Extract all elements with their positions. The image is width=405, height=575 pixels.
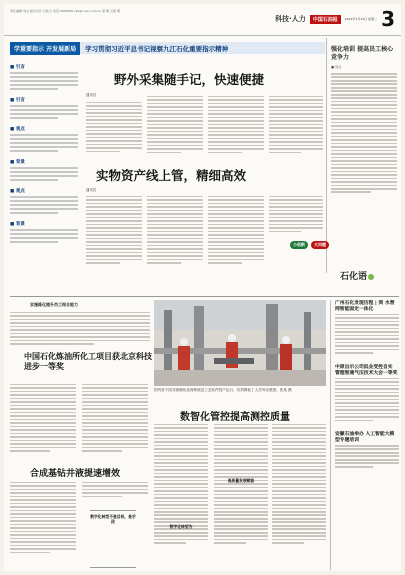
right-sidebar-lower (330, 300, 399, 570)
sidebar-news-item (335, 364, 399, 421)
logo-small-innovation: 小创新 (290, 241, 308, 249)
article-text-column (86, 100, 142, 154)
photo-caption: 国内首个固井面硬化处理系统及工艺软件投产运行，有效降低了人员劳动强度。张某 摄 (154, 388, 292, 392)
left-block (10, 221, 78, 243)
masthead-info: 责任编辑 刘文 版式设计 吕桂云 电话:0000000 zbs@cnpc.com.cn 第 期 总第 期 (10, 9, 120, 13)
section-divider (10, 296, 399, 297)
article-text-column (10, 480, 76, 555)
column-logo-dot-icon (368, 274, 374, 280)
left-block (10, 97, 78, 119)
left-block (10, 64, 78, 90)
topic-banner (10, 42, 325, 54)
byline: 通讯员 (86, 93, 97, 97)
workers-photo-icon (154, 300, 326, 386)
article-text-column (208, 194, 264, 266)
sidebar-text (331, 73, 397, 193)
logo-big-problem: 大问题 (311, 241, 329, 249)
lower-kicker: 实施炼化提升员工综合能力 (30, 302, 78, 307)
column-logo-text: 石化语 (340, 272, 368, 282)
banner-text: 学习贯彻习近平总书记视察九江石化重要指示精神 (80, 42, 325, 54)
article-text-column (82, 382, 148, 454)
left-block (10, 159, 78, 181)
article-text-column (272, 422, 326, 546)
masthead-right (275, 9, 395, 29)
news-photo (154, 300, 326, 386)
article-text-column (82, 480, 148, 499)
right-sidebar (326, 38, 399, 273)
left-block (10, 188, 78, 214)
sidebar-title: 强化培训 提高员工核心竞争力 (331, 46, 394, 61)
banner-tag: 学重要指示 开发展新局 (10, 42, 80, 55)
headline-digital-control: 数智化管控提高测控质量 (180, 412, 290, 423)
masthead (4, 4, 401, 36)
lower-headline-drilling: 合成基钻井液提速增效 (30, 469, 121, 479)
article-text-column (86, 194, 142, 266)
sidebar-news-title: 安徽石油举办 人工智能大模型专题培训 (335, 431, 395, 444)
newspaper-page (4, 4, 401, 571)
headline-asset-management: 实物资产线上管，精细高效 (96, 168, 247, 183)
section-label: 科技·人力 (275, 15, 306, 23)
paper-date: 2023年3月14日 星期二 (344, 17, 378, 21)
sidebar-news-item (335, 300, 399, 354)
sidebar-news-title: 中原出示公司低业受控自实 管理智通气压技术大会一等奖 (335, 363, 398, 376)
left-column (10, 64, 78, 296)
left-block-head: ■ 背景 (10, 222, 25, 227)
sidebar-sub: ■ 视点 (331, 65, 342, 69)
sidebar-news-title: 广州石化发现历程 | 到 水营网智能固定一体化 (335, 300, 395, 312)
mini-head: 高质量发展赋能 (227, 478, 255, 483)
article-text-column (10, 382, 76, 454)
mini-head: 数字化转型为 (169, 524, 193, 529)
article-text-column (147, 94, 203, 155)
logo-row (290, 241, 329, 249)
article-text-column (269, 94, 323, 155)
article-text-column (208, 94, 264, 155)
column-logo (340, 269, 374, 282)
left-block-head: ■ 观点 (10, 127, 25, 132)
left-block-head: ■ 引言 (10, 98, 25, 103)
paper-name: 中国石油报 (310, 15, 341, 24)
article-text-column (147, 194, 203, 266)
pull-quote-text: 数字化转型不是目标，是手段 (90, 514, 136, 524)
lower-intro-text (10, 310, 150, 347)
byline: 通讯员 (86, 188, 97, 192)
headline-field-collection: 野外采集随手记，快速便捷 (114, 72, 265, 87)
left-block-head: ■ 引言 (10, 65, 25, 70)
sidebar-news-item (335, 431, 399, 467)
left-block (10, 126, 78, 152)
left-block-head: ■ 背景 (10, 160, 25, 165)
left-block-head: ■ 观点 (10, 189, 25, 194)
lower-headline: 中国石化炼油所化工项目获北京科技进步一等奖 (24, 351, 152, 371)
pull-quote (90, 510, 136, 568)
article-text-column (269, 194, 323, 234)
page-number: 3 (381, 7, 395, 31)
